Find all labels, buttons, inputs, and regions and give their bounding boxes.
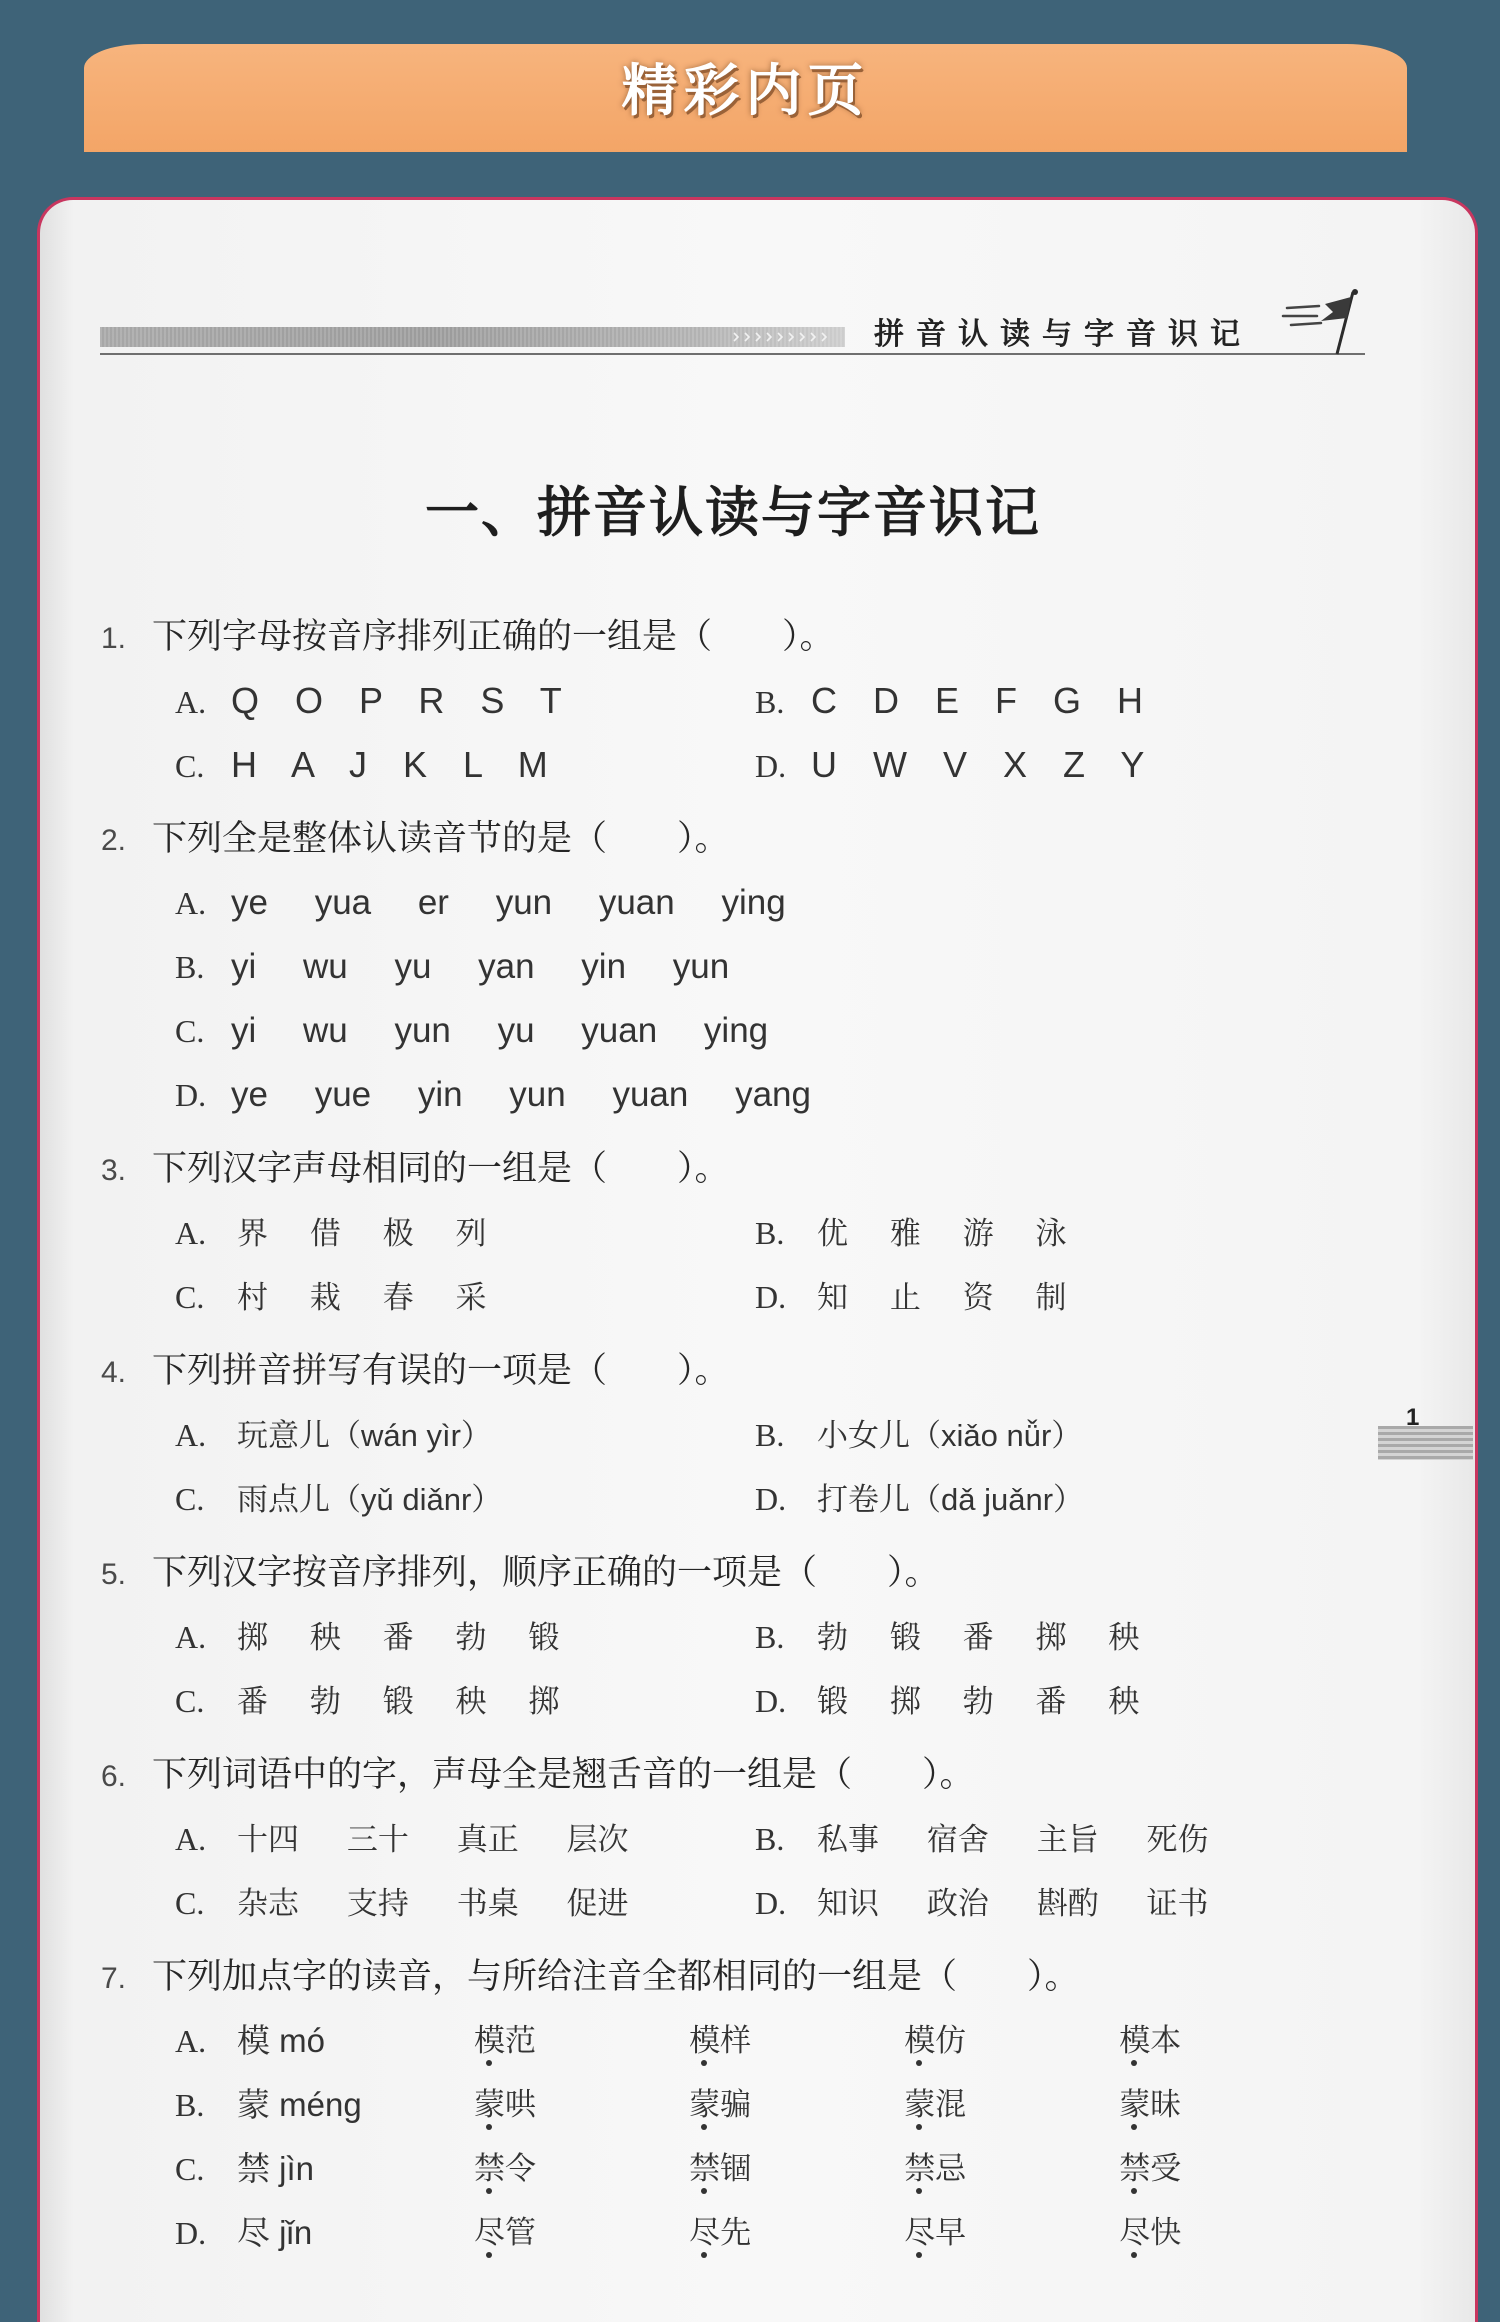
option-text: 村 栽 春 采 <box>237 1280 487 1316</box>
option-c <box>175 1871 629 1941</box>
option-label: A. <box>175 2023 207 2059</box>
option-label: C. <box>175 2151 205 2187</box>
option-row <box>101 1063 1431 1127</box>
option-label: D. <box>755 1279 787 1315</box>
question-text: 下列字母按音序排列正确的一组是（ ）。 <box>152 617 835 657</box>
option-label: A. <box>175 1821 207 1857</box>
question-3 <box>101 1137 1431 1329</box>
dotted-word: 尽早 <box>904 2201 966 2265</box>
dotted-word: 禁令 <box>474 2137 536 2201</box>
option-label: C. <box>175 1885 205 1921</box>
option-row <box>101 2201 1431 2265</box>
dotted-word: 模仿 <box>904 2009 966 2073</box>
question-stem <box>101 1339 1431 1403</box>
option-label: A. <box>175 885 207 921</box>
option-a <box>175 2009 325 2079</box>
option-text: 锻 掷 勃 番 秧 <box>817 1684 1140 1720</box>
page-number-tab <box>1378 1426 1473 1460</box>
banner <box>84 44 1407 152</box>
question-number: 7. <box>101 1962 127 1995</box>
option-row <box>101 669 1431 733</box>
banner-title: 精彩内页 <box>621 59 870 124</box>
option-b <box>755 1807 1209 1877</box>
option-label: D. <box>755 748 787 784</box>
option-row <box>101 2137 1431 2201</box>
option-label: D. <box>755 1683 787 1719</box>
option-c <box>175 1669 559 1739</box>
book-page <box>37 197 1478 2322</box>
header-rule <box>100 353 1365 355</box>
option-row <box>101 871 1431 935</box>
question-stem <box>101 1541 1431 1605</box>
option-d <box>175 1063 811 1133</box>
option-c <box>175 999 768 1069</box>
option-head-pinyin: 模 mó <box>237 2022 326 2059</box>
header-section-title: 拼音认读与字音识记 <box>874 317 1252 352</box>
question-2 <box>101 807 1431 1127</box>
option-text: U W V X Z Y <box>811 744 1145 785</box>
question-text: 下列汉字按音序排列，顺序正确的一项是（ ）。 <box>152 1553 940 1593</box>
pen-flag <box>1321 297 1351 321</box>
option-text: ye yua er yun yuan ying <box>231 883 786 922</box>
option-text: 知 止 资 制 <box>817 1280 1067 1316</box>
option-label: A. <box>175 1215 207 1251</box>
question-list <box>101 605 1431 2265</box>
dotted-word: 禁忌 <box>904 2137 966 2201</box>
option-label: B. <box>175 2087 205 2123</box>
option-a <box>175 1807 629 1877</box>
option-label: B. <box>755 1821 785 1857</box>
option-row <box>101 1201 1431 1265</box>
question-stem <box>101 1945 1431 2009</box>
option-b <box>755 1605 1139 1675</box>
option-label: D. <box>755 1885 787 1921</box>
option-label: B. <box>175 949 205 985</box>
option-b <box>755 1403 1082 1473</box>
option-row <box>101 935 1431 999</box>
chevrons-decoration <box>732 329 832 345</box>
question-6 <box>101 1743 1431 1935</box>
dotted-word: 模样 <box>689 2009 751 2073</box>
question-number: 4. <box>101 1356 127 1389</box>
dotted-word: 禁受 <box>1119 2137 1181 2201</box>
option-label: C. <box>175 748 205 784</box>
option-text: Q O P R S T <box>231 680 562 721</box>
option-text: 优 雅 游 泳 <box>817 1216 1067 1252</box>
dotted-word: 尽先 <box>689 2201 751 2265</box>
option-row <box>101 1467 1431 1531</box>
option-d <box>755 1669 1139 1739</box>
option-c <box>175 1265 487 1335</box>
page-number: 1 <box>1406 1404 1420 1431</box>
option-b <box>755 1201 1067 1271</box>
option-text: H A J K L M <box>231 744 548 785</box>
option-label: A. <box>175 1417 207 1453</box>
option-text: 私事 宿舍 主旨 死伤 <box>817 1822 1209 1858</box>
dotted-word: 模本 <box>1119 2009 1181 2073</box>
chevron-strokes <box>734 333 826 341</box>
question-5 <box>101 1541 1431 1733</box>
option-label: C. <box>175 1683 205 1719</box>
question-stem <box>101 1137 1431 1201</box>
option-head-pinyin: 尽 jǐn <box>237 2214 313 2251</box>
dotted-word: 蒙哄 <box>474 2073 536 2137</box>
dotted-word: 蒙昧 <box>1119 2073 1181 2137</box>
dotted-word: 模范 <box>474 2009 536 2073</box>
option-text: 掷 秧 番 勃 锻 <box>237 1620 560 1656</box>
question-stem <box>101 807 1431 871</box>
page-title: 一、拼音认读与字音识记 <box>425 480 1041 544</box>
question-text: 下列加点字的读音，与所给注音全都相同的一组是（ ）。 <box>152 1957 1080 1997</box>
option-a <box>175 1605 559 1675</box>
question-text: 下列汉字声母相同的一组是（ ）。 <box>152 1149 730 1189</box>
option-b <box>175 935 729 1005</box>
option-row <box>101 1403 1431 1467</box>
option-c <box>175 733 548 804</box>
option-label: C. <box>175 1481 205 1517</box>
option-a <box>175 1201 487 1271</box>
dotted-word: 禁锢 <box>689 2137 751 2201</box>
pen-tip <box>1352 289 1358 295</box>
option-row <box>101 2073 1431 2137</box>
question-4 <box>101 1339 1431 1531</box>
option-b <box>175 2073 362 2143</box>
option-d <box>755 1265 1067 1335</box>
option-label: A. <box>175 1619 207 1655</box>
question-number: 1. <box>101 622 127 655</box>
dotted-word: 蒙混 <box>904 2073 966 2137</box>
option-label: B. <box>755 1215 785 1251</box>
option-head-pinyin: 禁 jìn <box>237 2150 315 2187</box>
option-a <box>175 669 562 740</box>
option-row <box>101 1265 1431 1329</box>
option-text: 雨点儿（yǔ diǎnr） <box>237 1482 503 1517</box>
option-text: yi wu yu yan yin yun <box>231 947 730 986</box>
option-row <box>101 1669 1431 1733</box>
option-row <box>101 2009 1431 2073</box>
option-d <box>755 733 1144 804</box>
question-text: 下列拼音拼写有误的一项是（ ）。 <box>152 1351 730 1391</box>
question-stem <box>101 605 1431 669</box>
question-number: 3. <box>101 1154 127 1187</box>
pen-flag-icon <box>1281 288 1365 356</box>
option-text: 十四 三十 真正 层次 <box>237 1822 629 1858</box>
option-row <box>101 1871 1431 1935</box>
option-a <box>175 1403 492 1473</box>
option-label: D. <box>175 2215 207 2251</box>
option-d <box>175 2201 312 2271</box>
option-text: ye yue yin yun yuan yang <box>231 1075 811 1114</box>
option-text: yi wu yun yu yuan ying <box>231 1011 769 1050</box>
option-a <box>175 871 786 941</box>
option-row <box>101 1605 1431 1669</box>
question-stem <box>101 1743 1431 1807</box>
option-label: A. <box>175 684 207 720</box>
header-bar <box>100 327 845 347</box>
question-number: 2. <box>101 824 127 857</box>
question-7 <box>101 1945 1431 2265</box>
option-d <box>755 1467 1084 1537</box>
question-text: 下列词语中的字，声母全是翘舌音的一组是（ ）。 <box>152 1755 975 1795</box>
option-label: B. <box>755 1619 785 1655</box>
option-text: 界 借 极 列 <box>237 1216 487 1252</box>
option-b <box>755 669 1143 740</box>
option-label: D. <box>755 1481 787 1517</box>
option-c <box>175 1467 502 1537</box>
option-row <box>101 733 1431 797</box>
option-text: C D E F G H <box>811 680 1144 721</box>
option-label: B. <box>755 1417 785 1453</box>
option-text: 杂志 支持 书桌 促进 <box>237 1886 629 1922</box>
question-1 <box>101 605 1431 797</box>
option-row <box>101 999 1431 1063</box>
option-text: 勃 锻 番 掷 秧 <box>817 1620 1140 1656</box>
question-number: 6. <box>101 1760 127 1793</box>
option-c <box>175 2137 314 2207</box>
question-text: 下列全是整体认读音节的是（ ）。 <box>152 819 730 859</box>
question-number: 5. <box>101 1558 127 1591</box>
option-row <box>101 1807 1431 1871</box>
option-label: B. <box>755 684 785 720</box>
option-text: 小女儿（xiǎo nǚr） <box>817 1418 1083 1453</box>
option-d <box>755 1871 1209 1941</box>
option-text: 番 勃 锻 秧 掷 <box>237 1684 560 1720</box>
option-text: 打卷儿（dǎ juǎnr） <box>817 1482 1085 1517</box>
dotted-word: 尽管 <box>474 2201 536 2265</box>
dotted-word: 蒙骗 <box>689 2073 751 2137</box>
option-label: C. <box>175 1013 205 1049</box>
option-text: 知识 政治 斟酌 证书 <box>817 1886 1209 1922</box>
dotted-word: 尽快 <box>1119 2201 1181 2265</box>
option-label: D. <box>175 1077 207 1113</box>
option-label: C. <box>175 1279 205 1315</box>
option-text: 玩意儿（wán yìr） <box>237 1418 492 1453</box>
pen-speed-lines <box>1283 306 1321 325</box>
option-head-pinyin: 蒙 méng <box>237 2086 362 2123</box>
